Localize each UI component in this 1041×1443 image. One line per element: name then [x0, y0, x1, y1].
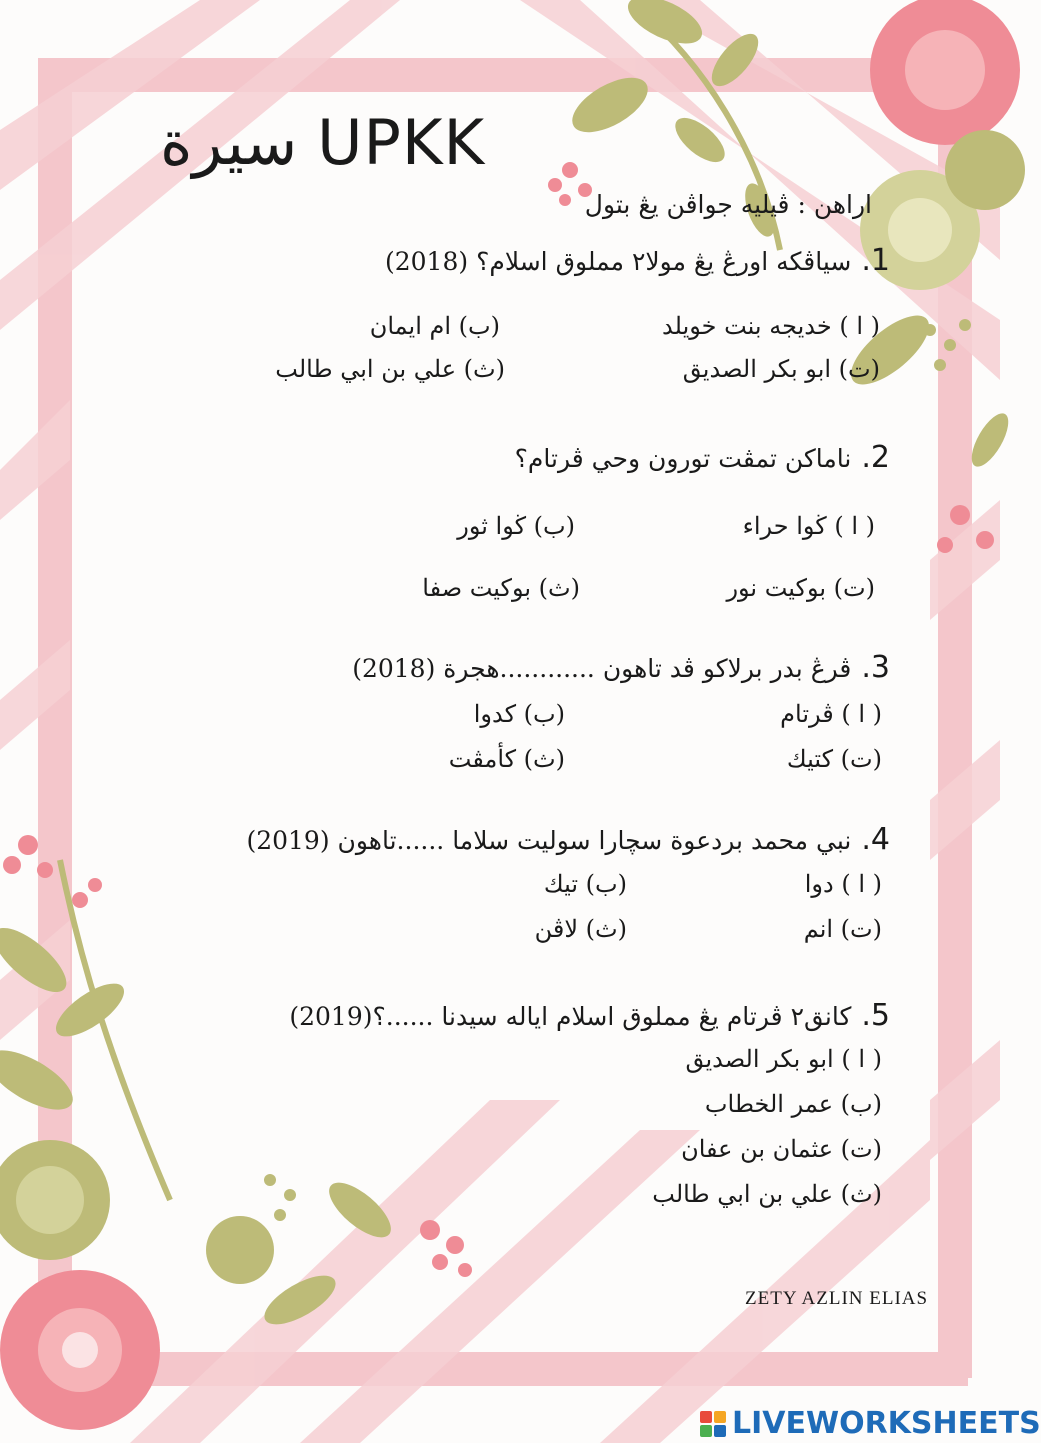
- q1-option-b[interactable]: (ب) ام ايمان: [369, 312, 500, 340]
- q5-option-d[interactable]: (ث) علي بن ابي طالب: [652, 1180, 882, 1208]
- q2-option-d[interactable]: (ث) بوكيت صفا: [422, 574, 580, 602]
- question-number: 5.: [861, 998, 890, 1033]
- question-number: 3.: [861, 650, 890, 685]
- liveworksheets-watermark: [700, 1406, 1041, 1441]
- q2-option-b[interactable]: (ب) ڬوا ثور: [457, 512, 575, 540]
- q4-option-b[interactable]: (ب) تيك: [543, 870, 627, 898]
- q3-option-a[interactable]: ( ا ) ڤرتام: [780, 700, 882, 728]
- question-text: سياڤكه اورڠ يڠ مولا٢ مملوق اسلام؟ (2018): [384, 247, 852, 276]
- question-number: 4.: [861, 822, 890, 857]
- q3-option-d[interactable]: (ث) كأمڤت: [448, 745, 565, 773]
- q4-option-a[interactable]: ( ا ) دوا: [804, 870, 882, 898]
- instruction-text: اراهن : ڤيليه جواڤن يڠ بتول: [584, 190, 872, 219]
- question-text: كانق٢ ڤرتام يڠ مملوق اسلام اياله سيدنا ......؟(2019): [289, 1002, 852, 1031]
- question-4: [246, 822, 890, 857]
- q5-option-a[interactable]: ( ا ) ابو بكر الصديق: [685, 1045, 882, 1073]
- question-text: نبي محمد بردعوة سچارا سوليت سلاما ......تاهون (2019): [246, 826, 852, 855]
- question-text: ڤرڠ بدر برلاكو ڤد تاهون ............هجرة (2018): [352, 654, 852, 683]
- q2-option-a[interactable]: ( ا ) ڬوا حراء: [742, 512, 875, 540]
- q4-option-d[interactable]: (ث) لاڤن: [534, 915, 627, 943]
- q1-option-d[interactable]: (ث) علي بن ابي طالب: [275, 355, 505, 383]
- question-5: [289, 998, 890, 1033]
- q3-option-c[interactable]: (ت) كتيك: [786, 745, 882, 773]
- question-number: 2.: [861, 440, 890, 475]
- question-text: ناماكن تمڤت تورون وحي ڤرتام؟: [514, 444, 852, 473]
- question-1: [385, 243, 890, 278]
- q3-option-b[interactable]: (ب) كدوا: [473, 700, 565, 728]
- q4-option-c[interactable]: (ت) انم: [803, 915, 882, 943]
- watermark-text: LIVEWORKSHEETS: [732, 1406, 1041, 1441]
- q2-option-c[interactable]: (ت) بوكيت نور: [726, 574, 875, 602]
- question-number: 1.: [861, 243, 890, 278]
- q5-option-c[interactable]: (ت) عثمان بن عفان: [681, 1135, 882, 1163]
- page-title: سيرة UPKK: [160, 106, 486, 179]
- liveworksheets-logo-icon: [700, 1411, 726, 1437]
- q1-option-c[interactable]: (ت) ابو بكر الصديق: [682, 355, 880, 383]
- author-name: ZETY AZLIN ELIAS: [745, 1288, 929, 1309]
- q1-option-a[interactable]: ( ا ) خديجه بنت خويلد: [662, 312, 880, 340]
- q5-option-b[interactable]: (ب) عمر الخطاب: [704, 1090, 882, 1118]
- question-2: [515, 440, 890, 475]
- question-3: [352, 650, 890, 685]
